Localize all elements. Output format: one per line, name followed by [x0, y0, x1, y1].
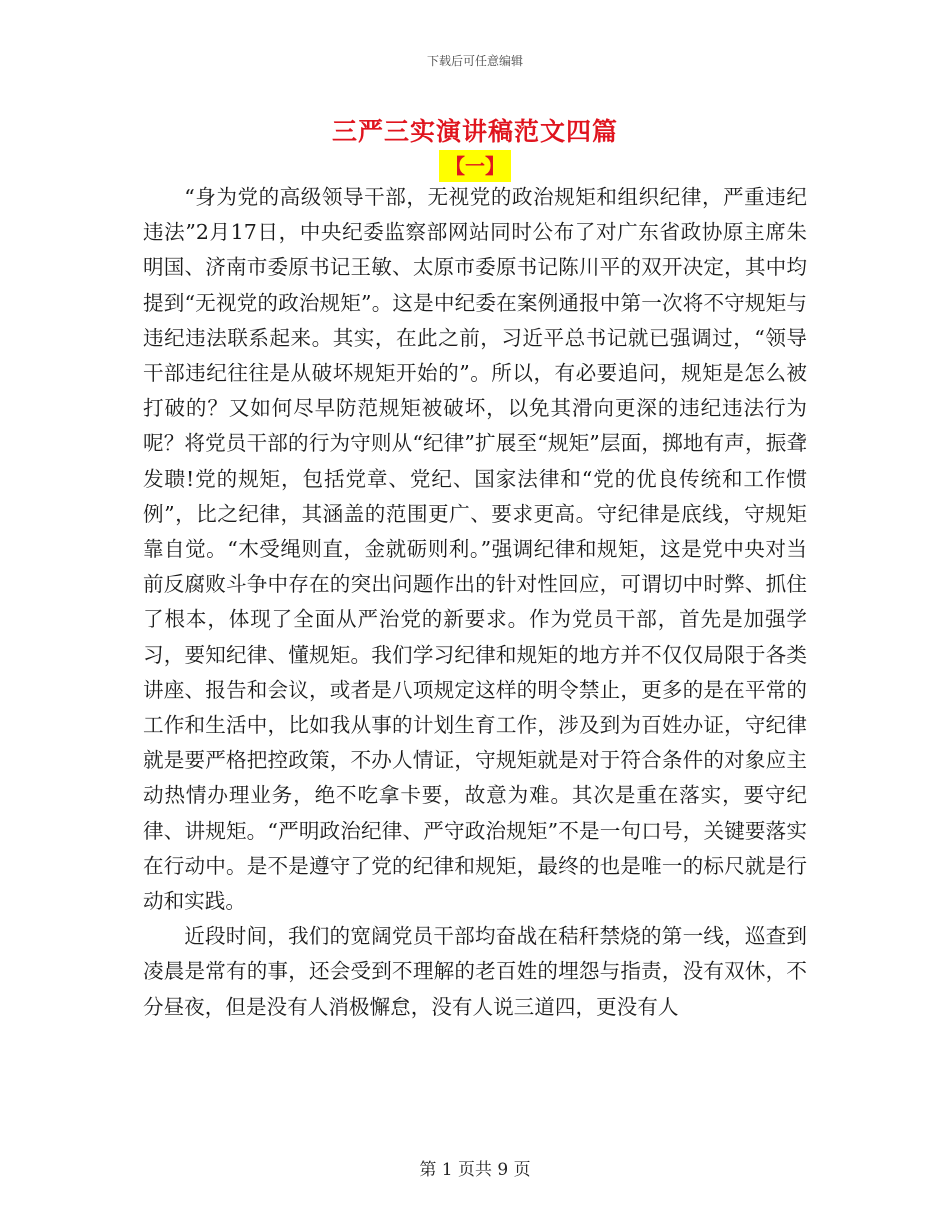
paragraph: “身为党的高级领导干部，无视党的政治规矩和组织纪律，严重违纪违法”2月17日，中央纪委监察部网站同时公布了对广东省政协原主席朱明国、济南市委原书记王敏、太原市委原书记陈川平的双开决定，其中均提到“无视党的政治规矩”。这是中纪委在案例通报中第一次将不守规矩与违纪违法联系起来。其实，在此之前，习近平总书记就已强调过，“领导干部违纪往往是从破坏规矩开始的”。所以，有必要追问，规矩是怎么被打破的？又如何尽早防范规矩被破坏，以免其滑向更深的违纪违法行为呢？将党员干部的行为守则从“纪律”扩展至“规矩”层面，掷地有声，振聋发聩!党的规矩，包括党章、党纪、国家法律和“党的优良传统和工作惯例”，比之纪律，其涵盖的范围更广、要求更高。守纪律是底线，守规矩靠自觉。“木受绳则直，金就砺则利。”强调纪律和规矩，这是党中央对当前反腐败斗争中存在的突出问题作出的针对性回应，可谓切中时弊、抓住了根本，体现了全面从严治党的新要求。作为党员干部，首先是加强学习，要知纪律、懂规矩。我们学习纪律和规矩的地方并不仅仅局限于各类讲座、报告和会议，或者是八项规定这样的明令禁止，更多的是在平常的工作和生活中，比如我从事的计划生育工作，涉及到为百姓办证，守纪律就是要严格把控政策，不办人情证，守规矩就是对于符合条件的对象应主动热情办理业务，绝不吃拿卡要，故意为难。其次是重在落实，要守纪律、讲规矩。“严明政治纪律、严守政治规矩”不是一句口号，关键要落实在行动中。是不是遵守了党的纪律和规矩，最终的也是唯一的标尺就是行动和实践。	[143, 185, 807, 914]
page-footer: 第 1 页共 9 页	[419, 1160, 531, 1180]
document-body	[143, 180, 807, 1025]
document-title: 三严三实演讲稿范文四篇	[331, 117, 618, 146]
section-marker-wrapper	[0, 150, 950, 182]
page-header: 下载后可任意编辑	[426, 54, 523, 68]
paragraph: 近段时间，我们的宽阔党员干部均奋战在秸秆禁烧的第一线，巡查到凌晨是常有的事，还会受到不理解的老百姓的埋怨与指责，没有双休，不分昼夜，但是没有人消极懈怠，没有人说三道四，更没有人	[143, 924, 807, 1019]
section-marker: 【一】	[439, 150, 511, 182]
